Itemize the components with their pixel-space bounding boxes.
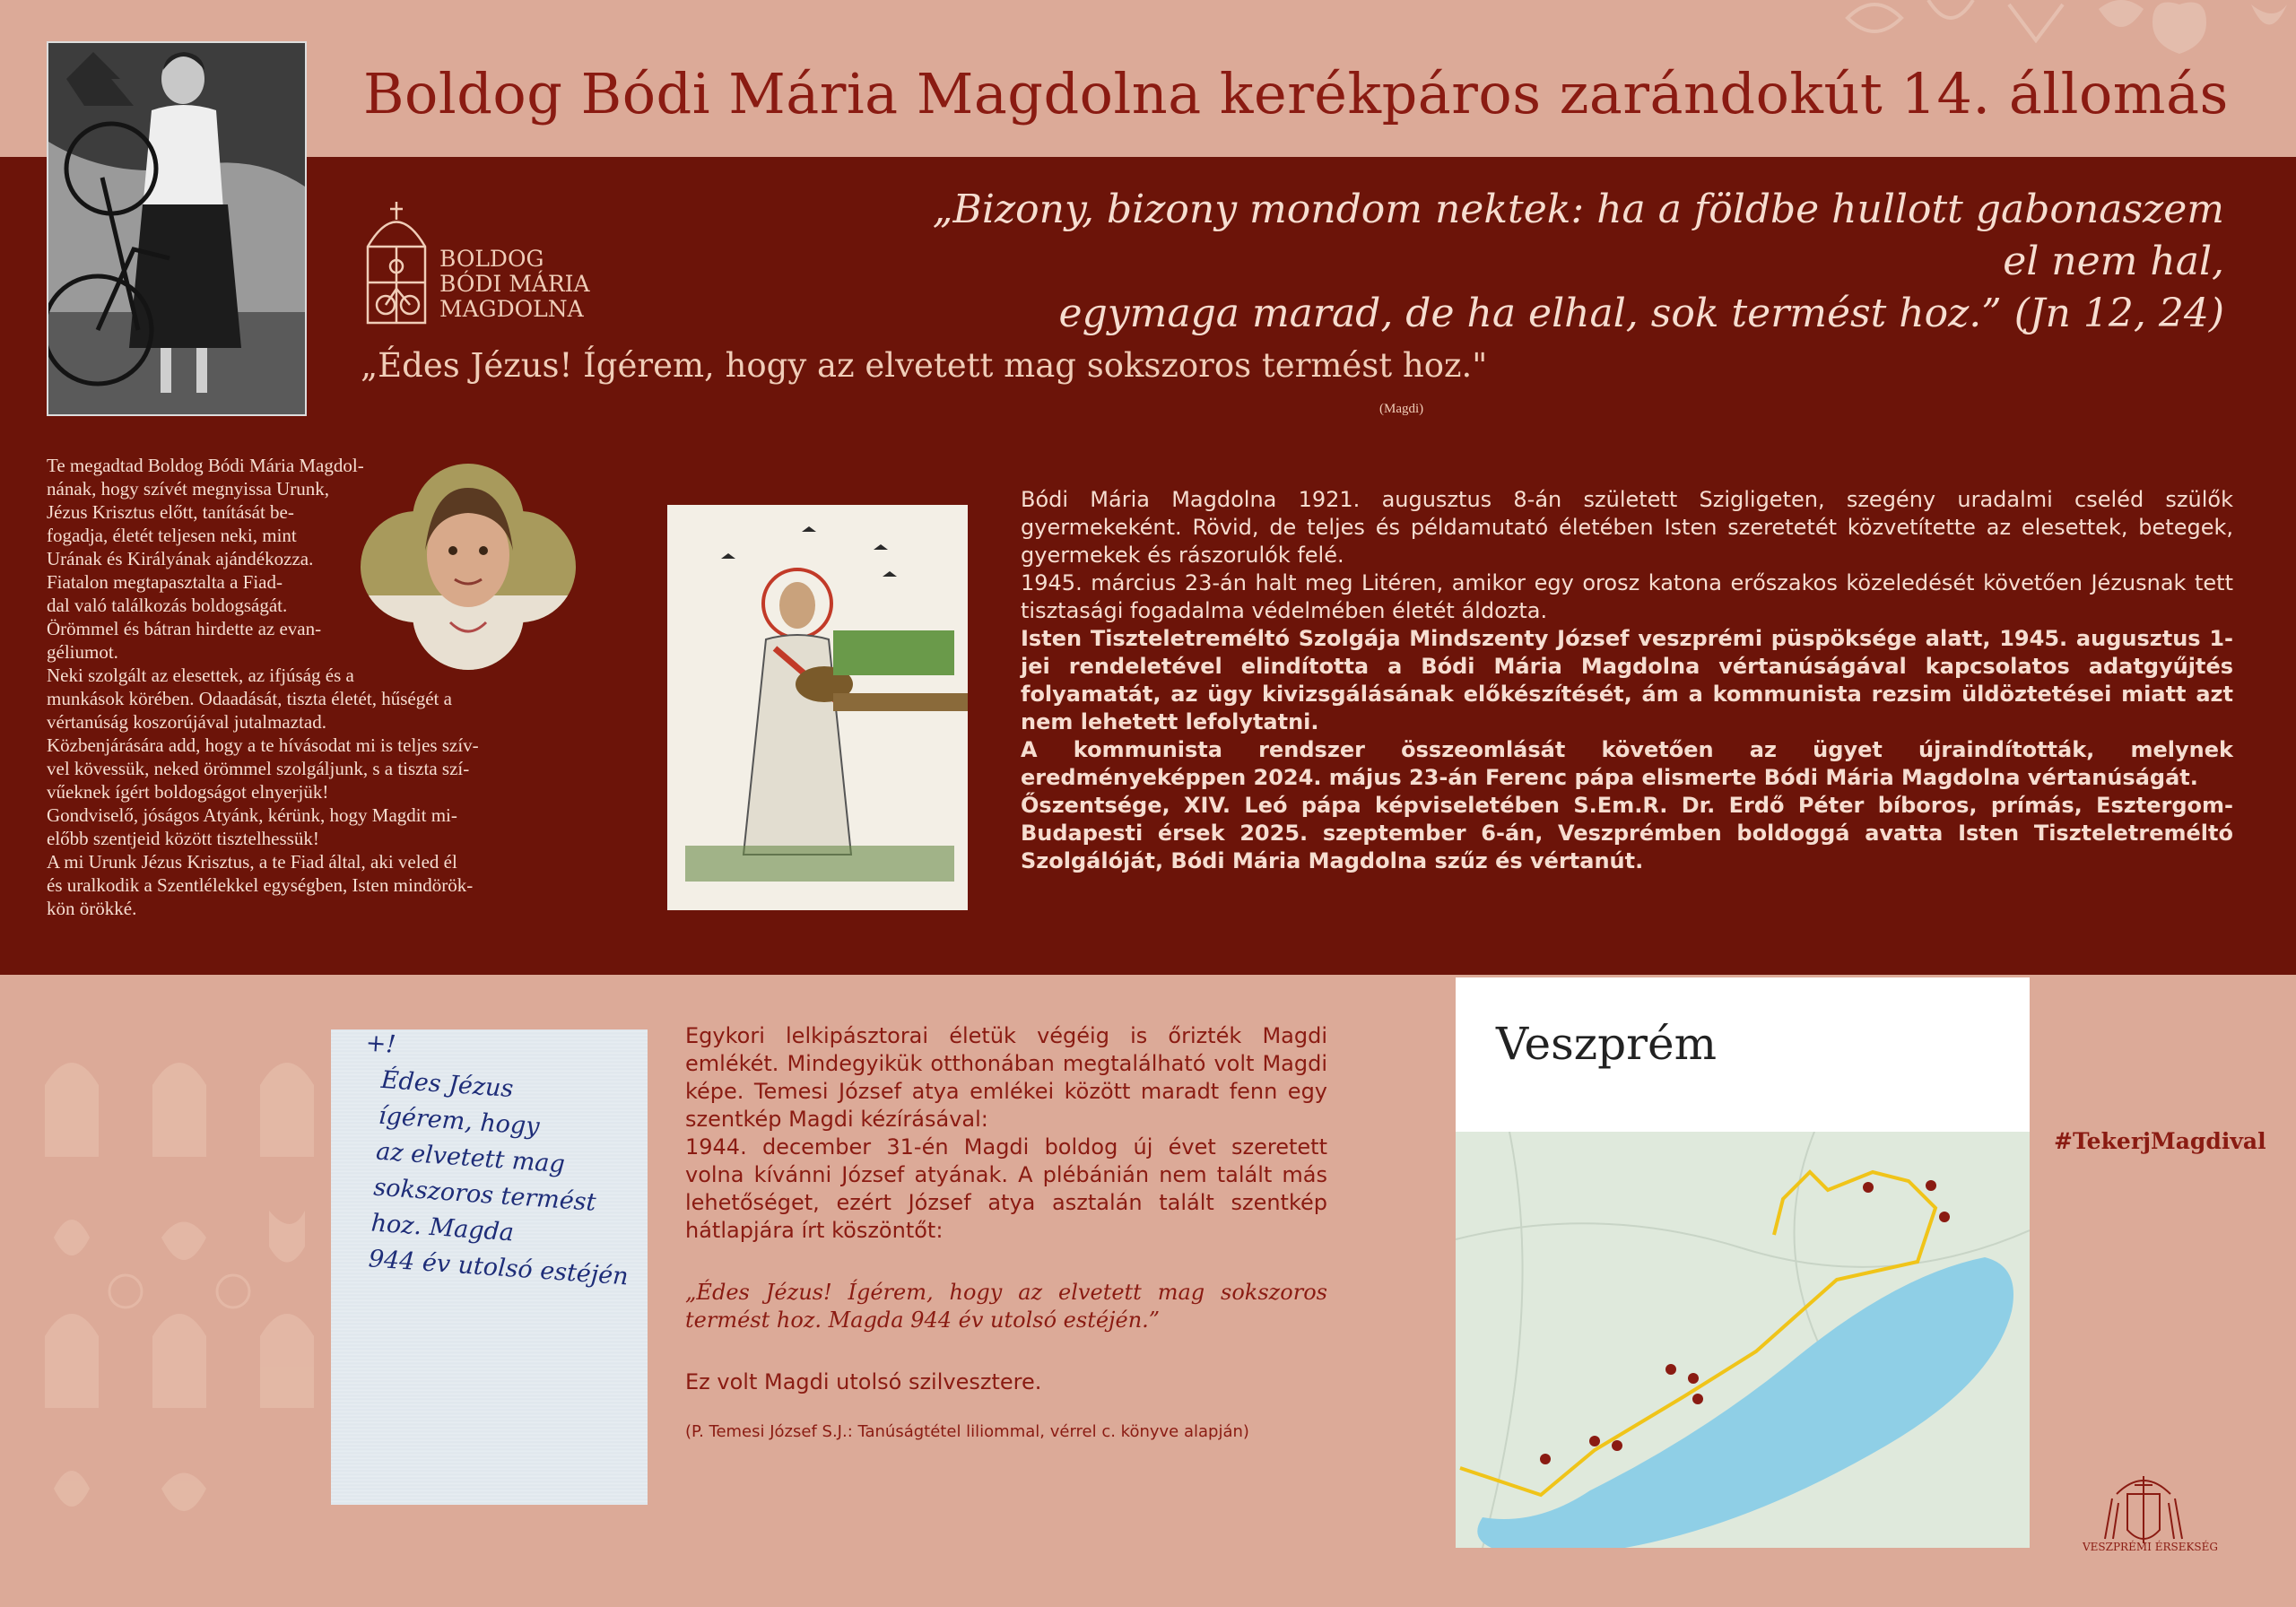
decorative-pattern-icon <box>0 1031 323 1569</box>
woman-with-bicycle-icon <box>48 43 305 414</box>
bio-paragraph: A kommunista rendszer összeomlását követően az ügyet újraindították, melynek eredményeképpen 2024. május 23-án Ferenc pápa elismerte Bódi Mária Magdolna vértanúságát. <box>1021 737 2233 790</box>
page-title: Boldog Bódi Mária Magdolna kerékpáros zarándokút 14. állomás <box>363 61 2229 126</box>
handwriting <box>350 1029 645 1295</box>
handwriting-line: ígérem, hogy <box>378 1101 541 1142</box>
magdi-quote: „Édes Jézus! Ígérem, hogy az elvetett mag sokszoros termést hoz." <box>361 346 1488 385</box>
route-map[interactable] <box>1456 1132 2030 1548</box>
handwriting-line: hoz. Magda <box>370 1209 515 1247</box>
portrait-painting <box>361 461 576 673</box>
biography <box>1021 486 2233 875</box>
handwriting-line: sokszoros termést <box>372 1173 597 1217</box>
story-paragraph: 1944. december 31-én Magdi boldog új évet szeretett volna kívánni József atyának. A plébánián nem talált más lehetőséget, ezért József atya asztalán talált szentkép hátlapjára írt köszöntőt: <box>685 1134 1327 1243</box>
sower-illustration-icon <box>667 505 968 910</box>
handwritten-holy-card <box>331 1029 648 1505</box>
bio-paragraph: Őszentsége, XIV. Leó pápa képviseletében S.Em.R. Dr. Erdő Péter bíboros, prímás, Esztergom-Budapesti érsek 2025. szeptember 6-án, Veszprémben boldoggá avatta Isten Tiszteletreméltó Szolgálóját, Bódi Mária Magdolna szűz és vértanút. <box>1021 793 2233 873</box>
story-source: (P. Temesi József S.J.: Tanúságtétel liliommal, vérrel c. könyve alapján) <box>685 1422 1249 1441</box>
decorative-ornament-icon <box>1830 0 2296 63</box>
handwriting-line: Édes Jézus <box>379 1065 515 1104</box>
bio-paragraph: 1945. március 23-án halt meg Litéren, amikor egy orosz katona erőszakos közeledését követően Jézusnak tett tisztasági fogadalma védelmében életét áldozta. <box>1021 570 2233 623</box>
handwriting-line: az elvetett mag <box>375 1137 566 1179</box>
lake-balaton-map-icon <box>1456 1132 2030 1548</box>
logo-text <box>439 247 590 322</box>
hashtag: #TekerjMagdival <box>2054 1128 2266 1154</box>
historic-photo <box>47 41 307 416</box>
prayer-text: Te megadtad Boldog Bódi Mária Magdol- nának, hogy szívét megnyissa Urunk, Jézus Krisztus előtt, tanítását be- fogadja, életét teljesen neki, mint Urának és Királyának ajándékozza. Fiatalon megtapasztalta a Fiad- dal való találkozás boldogságát. Örömmel és bátran hirdette az evan- géliumot. Neki szolgált az elesettek, az ifjúság és a munkások körében. Odaadását, tiszta életét, hűségét a vértanúság koszorújával jutalmaztad. Közbenjárására add, hogy a te hívásodat mi is teljes szív- vel kövessük, neked örömmel szolgáljunk, s a tiszta szí- vűeknek ígért boldogságot elnyerjük! Gondviselő, jóságos Atyánk, kérünk, hogy Magdit mi- előbb szentjeid között tisztelhessük! A mi Urunk Jézus Krisztus, a te Fiad által, aki veled él és uralkodik a Szentlélekkel egységben, Isten mindörök- kön örökké. <box>47 455 479 919</box>
logo-line: BÓDI MÁRIA <box>439 271 590 297</box>
bio-paragraph: Bódi Mária Magdolna 1921. augusztus 8-án született Szigligeten, szegény uradalmi cseléd szülők gyermekeként. Rövid, de teljes és példamutató életében Isten szeretetét közvetítette az elesettek, betegek, gyermekek és rászorulók felé. <box>1021 487 2233 568</box>
story-quote: „Édes Jézus! Ígérem, hogy az elvetett mag sokszoros termést hoz. Magda 944 év utolsó estéjén.” <box>685 1280 1327 1333</box>
map-title: Veszprém <box>1496 1018 1718 1070</box>
bible-quote-line: egymaga marad, de ha elhal, sok termést hoz.” (Jn 12, 24) <box>1058 291 2224 336</box>
story-text <box>685 1022 1327 1446</box>
bible-quote-line: „Bizony, bizony mondom nektek: ha a földbe hullott gabonaszem el nem hal, <box>932 187 2224 284</box>
bible-quote <box>924 184 2224 340</box>
crest-label: VESZPRÉMI ÉRSEKSÉG <box>2083 1541 2219 1553</box>
logo-line: MAGDOLNA <box>439 296 584 322</box>
handwriting-line: +! <box>364 1029 397 1059</box>
story-closing: Ez volt Magdi utolsó szilvesztere. <box>685 1369 1042 1394</box>
jesus-sower-holy-card <box>667 505 968 910</box>
logo-line: BOLDOG <box>439 246 544 272</box>
handwriting-line: 944 év utolsó estéjén <box>367 1245 630 1291</box>
bio-paragraph: Isten Tiszteletreméltó Szolgája Mindszenty József veszprémi püspöksége alatt, 1945. augusztus 1-jei rendeletével elindította a Bódi Mária Magdolna vértanúságával kapcsolatos adatgyűjtés folyamatát, az ügy kivizsgálásának előkészítését, ám a kommunista rezsim üldöztetései miatt azt nem lehetett lefolytatni. <box>1021 626 2233 734</box>
magdi-attribution: (Magdi) <box>1379 402 1424 416</box>
story-paragraph: Egykori lelkipásztorai életük végéig is őrizték Magdi emlékét. Mindegyikük otthonában megtalálható volt Magdi képe. Temesi József atya emlékei között maradt fenn egy szentkép Magdi kézírásával: <box>685 1023 1327 1132</box>
church-window-logo-icon <box>361 193 432 327</box>
